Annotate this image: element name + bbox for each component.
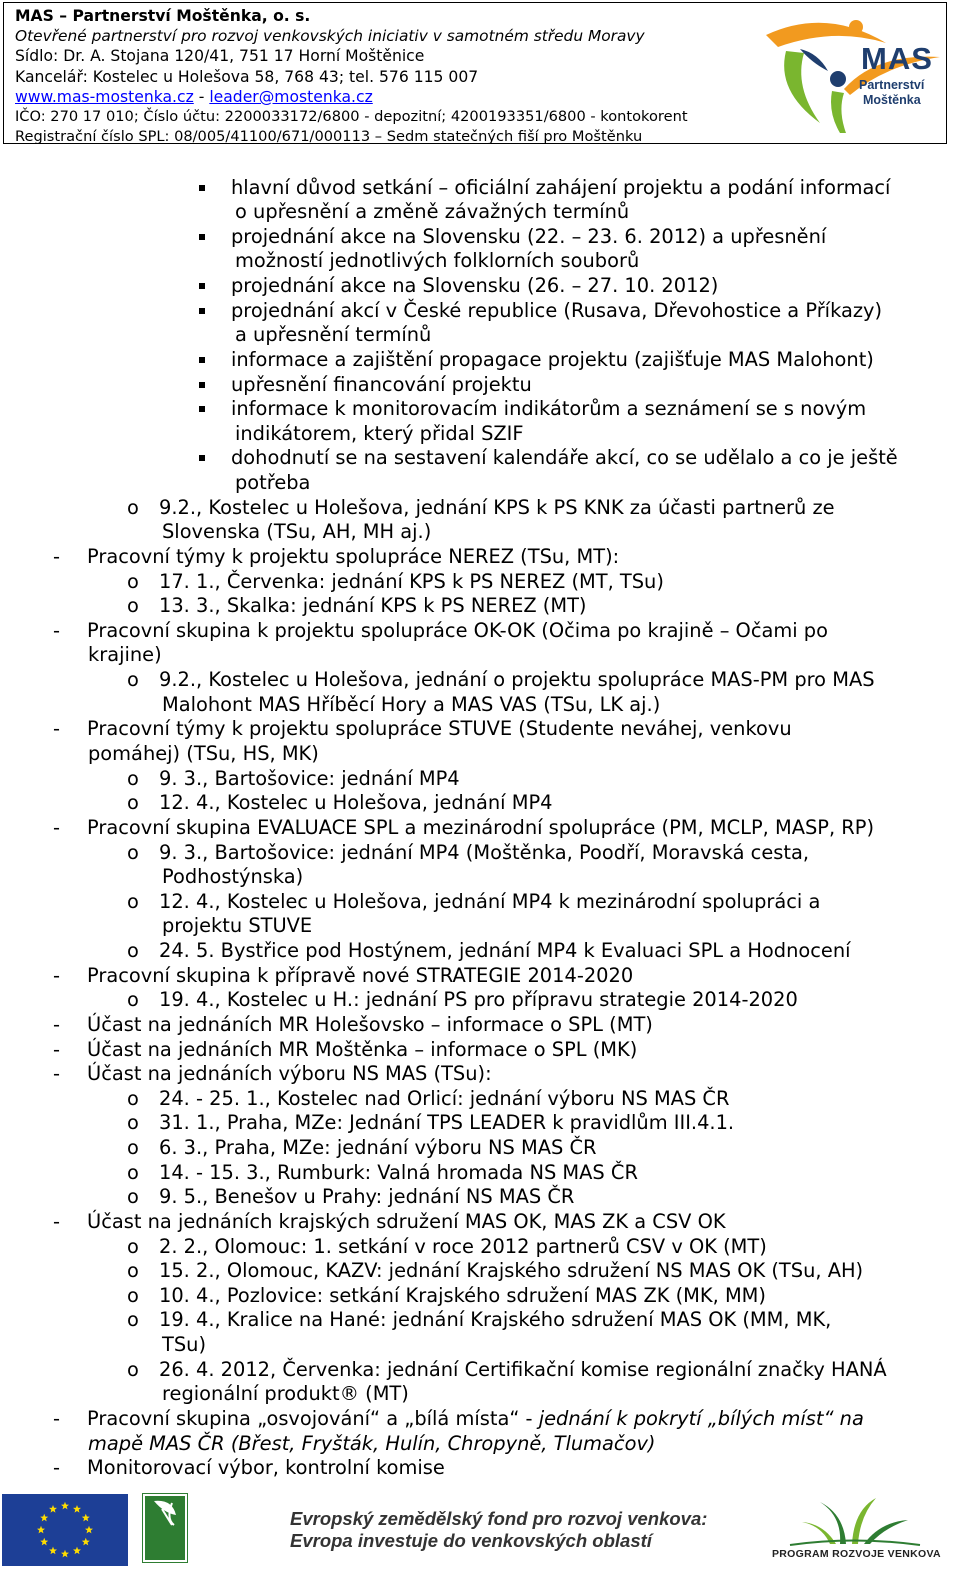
list-item-text: 12. 4., Kostelec u Holešova, jednání MP4 k mezinárodní spolupráci a [159, 889, 821, 913]
list-item [87, 619, 828, 643]
circle-bullet-icon: o [127, 1283, 139, 1307]
list-item [159, 1185, 574, 1209]
website-link[interactable]: www.mas-mostenka.cz [15, 87, 194, 106]
list-item [231, 446, 898, 470]
list-item-text: projednání akce na Slovensku (22. – 23. 6. 2012) a upřesnění [231, 224, 827, 248]
circle-bullet-icon: o [127, 1111, 139, 1135]
list-item [159, 1284, 766, 1308]
eu-star-icon [61, 1502, 69, 1510]
list-item-text: Pracovní skupina k přípravě nové STRATEGIE 2014-2020 [87, 963, 634, 987]
list-item-text: Podhostýnska) [162, 865, 304, 889]
list-item-text: 2. 2., Olomouc: 1. setkání v roce 2012 partnerů CSV v OK (MT) [159, 1234, 767, 1258]
eu-star-icon [85, 1526, 93, 1534]
list-item-text: TSu) [162, 1333, 207, 1357]
org-seat: Sídlo: Dr. A. Stojana 120/41, 751 17 Horní Moštěnice [15, 47, 425, 66]
circle-bullet-icon: o [127, 1185, 139, 1209]
circle-bullet-icon: o [127, 1259, 139, 1283]
list-item [88, 1432, 655, 1456]
list-item [159, 791, 552, 815]
circle-bullet-icon: o [127, 939, 139, 963]
fund-line-1: Evropský zemědělský fond pro rozvoj venkova: [290, 1508, 708, 1529]
list-item-text: 13. 3., Skalka: jednání KPS k PS NEREZ (MT) [159, 594, 587, 618]
list-item-text: Účast na jednáních MR Holešovsko – informace o SPL (MT) [87, 1012, 653, 1036]
eu-star-icon [49, 1505, 57, 1513]
list-item [159, 496, 835, 520]
list-item-text: indikátorem, který přidal SZIF [235, 421, 524, 445]
list-item [231, 348, 874, 372]
list-item-text: 6. 3., Praha, MZe: jednání výboru NS MAS ČR [159, 1136, 597, 1160]
dash-bullet-icon: - [53, 1407, 60, 1430]
logo-mostenka-text: Moštěnka [863, 93, 921, 107]
list-item [159, 1358, 887, 1382]
list-item [87, 717, 792, 741]
dash-bullet-icon: - [53, 717, 60, 741]
list-item [231, 176, 890, 200]
logo-partnerstvi-text: Partnerství [859, 78, 925, 92]
circle-bullet-icon: o [127, 766, 139, 790]
contact-separator: - [193, 87, 210, 106]
list-item [162, 1333, 206, 1357]
list-item-text: 9.2., Kostelec u Holešova, jednání KPS k PS KNK za účasti partnerů ze [159, 495, 835, 519]
square-bullet-icon [199, 234, 205, 240]
fund-line-2: Evropa investuje do venkovských oblastí [290, 1530, 652, 1551]
list-item-text: 17. 1., Červenka: jednání KPS k PS NEREZ (MT, TSu) [159, 569, 664, 593]
list-item [159, 668, 875, 692]
list-item [87, 545, 619, 569]
list-item-text: Pracovní týmy k projektu spolupráce NEREZ (TSu, MT): [87, 544, 620, 568]
eu-flag-icon [2, 1494, 128, 1566]
list-item-text: Monitorovací výbor, kontrolní komise [87, 1456, 445, 1480]
dash-bullet-icon: - [53, 1012, 60, 1036]
list-item-text: projednání akcí v České republice (Rusava, Dřevohostice a Příkazy) [231, 298, 883, 322]
list-item [87, 816, 874, 840]
registration-number: Registrační číslo SPL: 08/005/41100/671/000113 – Sedm statečných fiší pro Moštěnku [15, 128, 643, 146]
letterhead [3, 2, 947, 144]
list-item [162, 914, 312, 938]
list-item [88, 643, 162, 667]
square-bullet-icon [199, 308, 205, 314]
fund-slogan [290, 1508, 707, 1552]
list-item-text: o upřesnění a změně závažných termínů [235, 200, 630, 224]
list-item [159, 1136, 596, 1160]
list-item-text: potřeba [235, 471, 311, 495]
circle-bullet-icon: o [127, 791, 139, 815]
org-ids: IČO: 270 17 010; Číslo účtu: 2200033172/6800 - depozitní; 4200193351/6800 - kontokorent [15, 108, 688, 126]
list-item-text: 9. 3., Bartošovice: jednání MP4 (Moštěnka, Poodří, Moravská cesta, [159, 840, 810, 864]
list-item [235, 422, 524, 446]
list-item [235, 471, 310, 495]
list-item-text: projednání akce na Slovensku (26. – 27. 10. 2012) [231, 274, 719, 298]
list-item-text: Pracovní skupina „osvojování“ a „bílá místa“ - [87, 1407, 539, 1430]
list-item-text: 9. 5., Benešov u Prahy: jednání NS MAS ČR [159, 1185, 575, 1209]
eu-star-icon [82, 1514, 90, 1522]
logo-mas-text: MAS [861, 41, 933, 76]
eu-star-icon [61, 1550, 69, 1558]
list-item-text: a upřesnění termínů [235, 323, 432, 347]
list-item-text: 31. 1., Praha, MZe: Jednání TPS LEADER k pravidlům III.4.1. [159, 1111, 735, 1135]
list-item-text: Pracovní skupina EVALUACE SPL a mezinárodní spolupráce (PM, MCLP, MASP, RP) [87, 815, 875, 839]
circle-bullet-icon: o [127, 668, 139, 692]
list-item [159, 988, 798, 1012]
list-item [235, 200, 629, 224]
list-item [159, 594, 586, 618]
list-item [159, 1161, 638, 1185]
list-item [159, 841, 809, 865]
org-name: MAS – Partnerství Moštěnka, o. s. [15, 7, 311, 25]
list-item [159, 939, 851, 963]
list-item-text: Účast na jednáních krajských sdružení MAS OK, MAS ZK a CSV OK [87, 1209, 726, 1233]
square-bullet-icon [199, 382, 205, 388]
list-item-text: Účast na jednáních výboru NS MAS (TSu): [87, 1062, 492, 1086]
circle-bullet-icon: o [127, 569, 139, 593]
list-item-text: krajine) [88, 643, 162, 667]
list-item-text: Malohont MAS Hříběcí Hory a MAS VAS (TSu, LK aj.) [162, 692, 661, 716]
circle-bullet-icon: o [127, 1136, 139, 1160]
program-label: PROGRAM ROZVOJE VENKOVA [772, 1548, 941, 1560]
list-item [159, 767, 460, 791]
circle-bullet-icon: o [127, 840, 139, 864]
dash-bullet-icon: - [53, 1209, 60, 1233]
list-item [88, 742, 319, 766]
list-item-text: projektu STUVE [162, 914, 313, 938]
list-item [231, 225, 826, 249]
list-item-text: 24. - 25. 1., Kostelec nad Orlicí: jednání výboru NS MAS ČR [159, 1086, 730, 1110]
list-item-text: hlavní důvod setkání – oficiální zahájení projektu a podání informací [231, 175, 891, 199]
list-item-text: upřesnění financování projektu [231, 372, 532, 396]
eu-star-icon [40, 1514, 48, 1522]
circle-bullet-icon: o [127, 889, 139, 913]
list-item-italic-text: mapě MAS ČR (Břest, Fryšták, Hulín, Chropyně, Tlumačov) [88, 1431, 656, 1455]
eu-star-icon [73, 1505, 81, 1513]
square-bullet-icon [199, 406, 205, 412]
eu-star-icon [73, 1547, 81, 1555]
list-item-text: Pracovní týmy k projektu spolupráce STUVE (Studente neváhej, venkovu [87, 717, 792, 741]
list-item [159, 570, 664, 594]
circle-bullet-icon: o [127, 1234, 139, 1258]
list-item-text: 14. - 15. 3., Rumburk: Valná hromada NS MAS ČR [159, 1160, 638, 1184]
list-item-text: 12. 4., Kostelec u Holešova, jednání MP4 [159, 791, 553, 815]
list-item-text: 9.2., Kostelec u Holešova, jednání o projektu spolupráce MAS-PM pro MAS [159, 668, 875, 692]
list-item-text: 26. 4. 2012, Červenka: jednání Certifikační komise regionální značky HANÁ [159, 1357, 887, 1381]
list-item [235, 249, 639, 273]
eu-star-icon [37, 1526, 45, 1534]
prv-logo [780, 1496, 928, 1546]
leader-logo-icon [142, 1493, 188, 1563]
list-item-text: 15. 2., Olomouc, KAZV: jednání Krajského sdružení NS MAS OK (TSu, AH) [159, 1259, 864, 1283]
list-item-text: možností jednotlivých folklorních souborů [235, 249, 640, 273]
list-item [87, 1038, 637, 1062]
eu-star-icon [82, 1538, 90, 1546]
list-item [231, 274, 718, 298]
list-item [87, 964, 633, 988]
square-bullet-icon [199, 283, 205, 289]
list-item [87, 1456, 445, 1480]
square-bullet-icon [199, 455, 205, 461]
list-item [87, 1013, 653, 1037]
list-item [87, 1210, 726, 1234]
contact-line [15, 87, 688, 107]
list-item-text: Slovenska (TSu, AH, MH aj.) [162, 520, 432, 544]
list-item [159, 1259, 863, 1283]
circle-bullet-icon: o [127, 1308, 139, 1332]
leader-logo [142, 1493, 188, 1563]
list-item-text: Účast na jednáních MR Moštěnka – informace o SPL (MK) [87, 1037, 638, 1061]
list-item-text: 9. 3., Bartošovice: jednání MP4 [159, 766, 460, 790]
eu-star-icon [40, 1538, 48, 1546]
list-item [87, 1062, 492, 1086]
circle-bullet-icon: o [127, 1086, 139, 1110]
list-item [162, 1382, 409, 1406]
list-item [231, 397, 866, 421]
dash-bullet-icon: - [53, 618, 60, 642]
list-item [159, 1235, 767, 1259]
list-item [159, 890, 820, 914]
eu-stars-icon [2, 1494, 128, 1566]
list-item-text: dohodnutí se na sestavení kalendáře akcí, co se udělalo a co je ještě [231, 446, 898, 470]
list-item [159, 1308, 831, 1332]
list-item-text: informace k monitorovacím indikátorům a seznámení se s novým [231, 397, 867, 421]
list-item [162, 865, 303, 889]
email-link[interactable]: leader@mostenka.cz [209, 87, 373, 106]
dash-bullet-icon: - [53, 544, 60, 568]
circle-bullet-icon: o [127, 1160, 139, 1184]
square-bullet-icon [199, 185, 205, 191]
list-item [231, 299, 882, 323]
list-item-text: pomáhej) (TSu, HS, MK) [88, 741, 319, 765]
list-item-text: 19. 4., Kralice na Hané: jednání Krajského sdružení MAS OK (MM, MK, [159, 1308, 832, 1332]
list-item [231, 373, 532, 397]
list-item-italic-text: jednání k pokrytí „bílých míst“ na [538, 1407, 864, 1430]
dash-bullet-icon: - [53, 1037, 60, 1061]
list-item-text: informace a zajištění propagace projektu (zajišťuje MAS Malohont) [231, 347, 874, 371]
prv-logo-icon [780, 1496, 928, 1546]
circle-bullet-icon: o [127, 1357, 139, 1381]
list-item [162, 520, 431, 544]
org-office: Kancelář: Kostelec u Holešova 58, 768 43; tel. 576 115 007 [15, 67, 479, 86]
list-item-text: Pracovní skupina k projektu spolupráce OK-OK (Očima po krajině – Očami po [87, 618, 828, 642]
list-item [162, 693, 660, 717]
list-item-text: 10. 4., Pozlovice: setkání Krajského sdružení MAS ZK (MK, MM) [159, 1283, 766, 1307]
list-item-text: 19. 4., Kostelec u H.: jednání PS pro přípravu strategie 2014-2020 [159, 988, 798, 1012]
mas-logo [756, 13, 946, 139]
list-item [159, 1111, 734, 1135]
list-item-text: 24. 5. Bystřice pod Hostýnem, jednání MP4 k Evaluaci SPL a Hodnocení [159, 939, 851, 963]
org-description: Otevřené partnerství pro rozvoj venkovských iniciativ v samotném středu Moravy [15, 27, 645, 46]
list-item-text: regionální produkt® (MT) [162, 1382, 409, 1406]
circle-bullet-icon: o [127, 594, 139, 618]
list-item [235, 323, 431, 347]
dash-bullet-icon: - [53, 1456, 60, 1480]
circle-bullet-icon: o [127, 495, 139, 519]
eu-star-icon [49, 1547, 57, 1555]
circle-bullet-icon: o [127, 988, 139, 1012]
dash-bullet-icon: - [53, 1062, 60, 1086]
list-item [87, 1407, 864, 1431]
dash-bullet-icon: - [53, 815, 60, 839]
letterhead-text [15, 6, 688, 147]
list-item [159, 1087, 729, 1111]
dash-bullet-icon: - [53, 963, 60, 987]
square-bullet-icon [199, 357, 205, 363]
